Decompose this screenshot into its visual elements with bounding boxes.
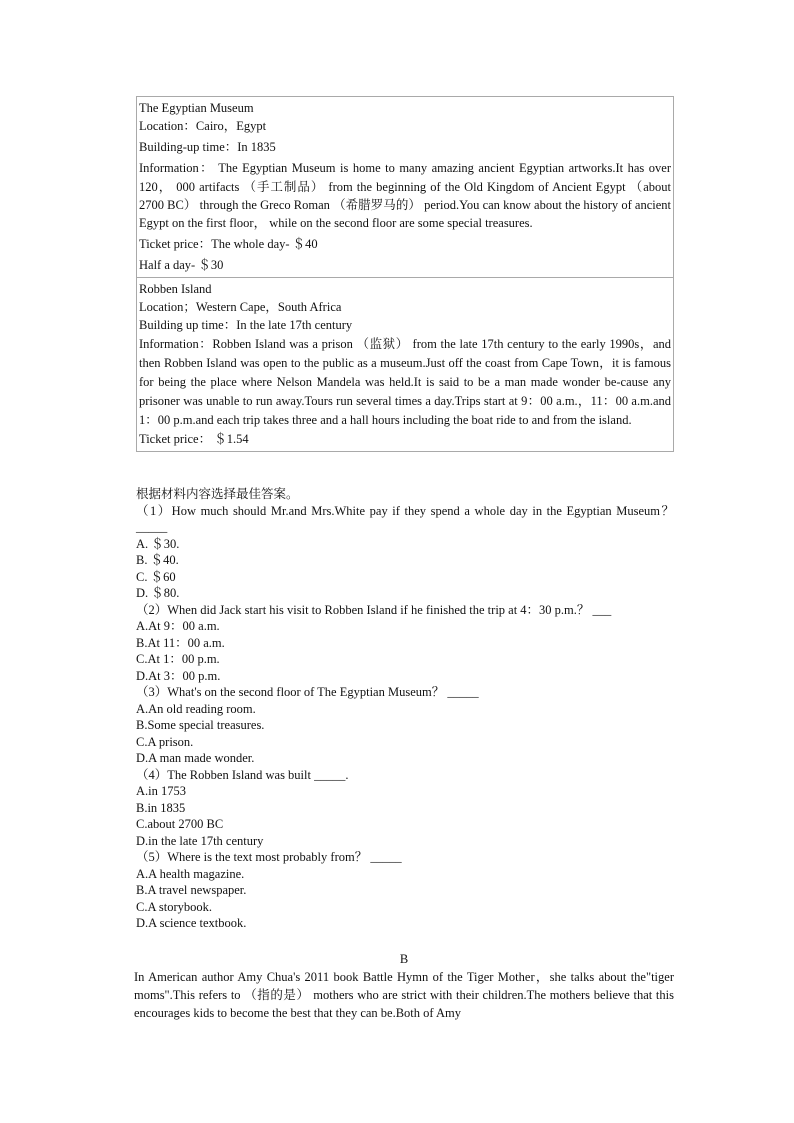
section-b <box>134 950 674 1022</box>
option-a: A.A health magazine. <box>136 866 245 881</box>
question-1 <box>136 503 674 602</box>
museum-ticket-price: Ticket price：The whole day- ＄40 <box>139 236 318 251</box>
museum-cell <box>137 97 673 277</box>
museum-half-day-price: Half a day- ＄30 <box>139 258 224 272</box>
option-b: B.A travel newspaper. <box>136 883 247 897</box>
section-paragraph: In American author Amy Chua's 2011 book Battle Hymn of the Tiger Mother，she talks about the"tiger moms".This refers to （指的是） mothers who are strict with their children.The mothers believe that this encourages kids to become the best that they can be.Both of Amy <box>134 970 674 1020</box>
island-location: Location；Western Cape，South Africa <box>139 300 342 315</box>
question-stem: （2）When did Jack start his visit to Robben Island if he finished the trip at 4：30 p.m.？ ___ <box>136 602 612 617</box>
island-information: Information：Robben Island was a prison （监狱） from the late 17th century to the early 1990s，and then Robben Island was open to the public as a museum.Just off the coast from Cape Town，it is famous for being the place where Nelson Mandela was held.It is said to be a man made wonder be-cause any prisoner was unable to run away.Tours run several times a day.Trips start at 9：00 a.m.，11：00 a.m.and 1：00 p.m.and each trip takes three and a hall hours including the boat ride to and from the island. <box>139 336 671 427</box>
option-d: D.A science textbook. <box>136 916 247 930</box>
option-b: B.in 1835 <box>136 800 186 815</box>
question-3 <box>136 684 674 767</box>
option-b: B.At 11：00 a.m. <box>136 635 225 650</box>
option-c: C. ＄60 <box>136 569 176 584</box>
question-2 <box>136 602 674 685</box>
island-building-time: Building up time：In the late 17th century <box>139 318 353 333</box>
museum-building-time: Building-up time：In 1835 <box>139 140 276 155</box>
option-a: A.At 9：00 a.m. <box>136 619 220 633</box>
questions-section <box>136 486 674 932</box>
option-b: B. ＄40. <box>136 553 179 567</box>
question-5 <box>136 849 674 932</box>
instruction: 根据材料内容选择最佳答案。 <box>136 487 299 501</box>
option-a: A. ＄30. <box>136 536 180 551</box>
question-stem: （5）Where is the text most probably from？ _____ <box>136 850 402 864</box>
option-d: D.At 3：00 p.m. <box>136 668 221 683</box>
question-stem: （1）How much should Mr.and Mrs.White pay if they spend a whole day in the Egyptian Museum？_____ <box>136 503 674 534</box>
option-d: D. ＄80. <box>136 586 180 600</box>
island-ticket-price: Ticket price： ＄1.54 <box>139 431 249 446</box>
question-stem: （3）What's on the second floor of The Egyptian Museum？ _____ <box>136 685 479 699</box>
museum-name: The Egyptian Museum <box>139 101 254 115</box>
option-c: C.At 1：00 p.m. <box>136 652 220 666</box>
island-name: Robben Island <box>139 282 212 297</box>
option-a: A.An old reading room. <box>136 701 256 716</box>
section-label: B <box>399 952 409 966</box>
option-d: D.A man made wonder. <box>136 751 255 765</box>
museum-information: Information： The Egyptian Museum is home to many amazing ancient Egyptian artworks.It has over 120， 000 artifacts （手工制品） from the beginning of the Old Kingdom of Ancient Egypt （about 2700 BC） through the Greco Roman （希腊罗马的） period.You can know about the history of ancient Egypt on the first floor， while on the second floor are some special treasures. <box>139 161 671 230</box>
question-4 <box>136 767 674 850</box>
option-b: B.Some special treasures. <box>136 718 265 732</box>
info-table <box>136 96 674 452</box>
option-c: C.about 2700 BC <box>136 817 224 831</box>
question-stem: （4）The Robben Island was built _____. <box>136 767 349 782</box>
option-d: D.in the late 17th century <box>136 833 264 848</box>
option-a: A.in 1753 <box>136 784 186 798</box>
option-c: C.A storybook. <box>136 899 213 914</box>
island-cell <box>137 277 673 451</box>
museum-location: Location：Cairo，Egypt <box>139 119 267 134</box>
option-c: C.A prison. <box>136 734 194 749</box>
